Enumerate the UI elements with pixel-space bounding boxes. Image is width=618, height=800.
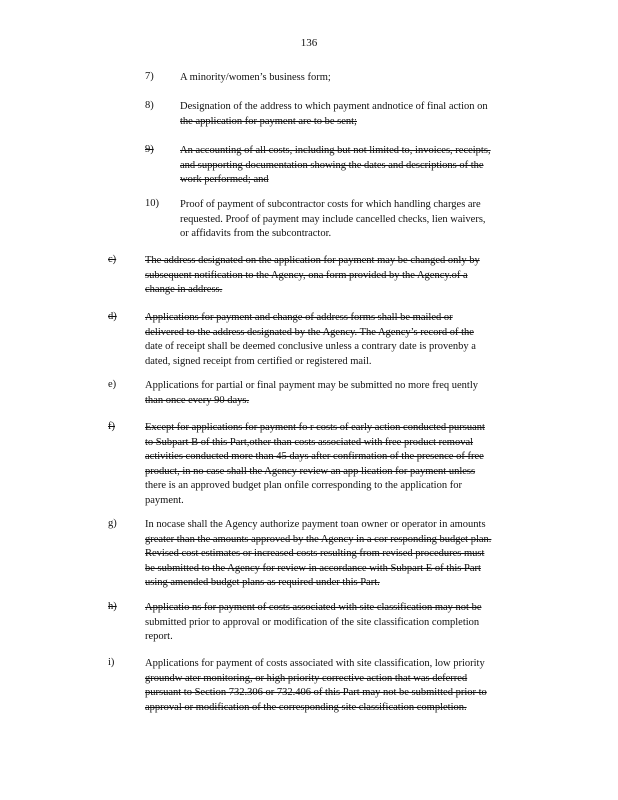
text-line: activities conducted more than 45 days after confirmation of the presence of free (145, 451, 484, 463)
item-text (180, 71, 535, 86)
item-text (180, 144, 535, 188)
text-line: Applications for partial or final payment may be submitted no more freq uently (145, 380, 478, 391)
item-label: 7) (145, 71, 154, 82)
text-line: there is an approved budget plan onfile corresponding to the application for (145, 480, 462, 492)
text-line: The address designated on the application for payment may be changed only by (145, 255, 480, 266)
item-label: c) (108, 254, 117, 265)
text-line: approval or modification of the corresponding site classification completion. (145, 701, 467, 713)
item-label: 9) (145, 144, 154, 155)
text-line: Applicatio ns for payment of costs associated with site classification may not be (145, 602, 482, 613)
text-line: report. (145, 631, 173, 643)
text-line: An accounting of all costs, including but not limited to, invoices, receipts, (180, 145, 491, 156)
item-text (180, 100, 535, 129)
text-line: date of receipt shall be deemed conclusive unless a contrary date is provenby a (145, 341, 476, 353)
text-line: In nocase shall the Agency authorize payment toan owner or operator in amounts (145, 519, 486, 530)
text-line: Revised cost estimates or increased costs resulting from revised procedures must (145, 548, 485, 560)
text-line: dated, signed receipt from certified or registered mail. (145, 355, 372, 367)
text-line: using amended budget plans as required under this Part. (145, 577, 380, 589)
item-label: 8) (145, 100, 154, 111)
item-text (145, 518, 535, 591)
text-line: than once every 90 days. (145, 394, 250, 406)
text-line: Designation of the address to which payment andnotice of final action on (180, 101, 488, 112)
item-label: e) (108, 379, 117, 390)
item-label: f) (108, 421, 115, 432)
text-line: change in address. (145, 284, 223, 296)
item-text (145, 601, 535, 645)
item-text (145, 254, 535, 298)
text-line: subsequent notification to the Agency, ona form provided by the Agency.of a (145, 269, 468, 281)
page-number: 136 (300, 37, 318, 49)
item-text (145, 311, 535, 369)
text-line: Proof of payment of subcontractor costs for which handling charges are (180, 199, 481, 210)
item-label: h) (108, 601, 117, 612)
item-label: d) (108, 311, 117, 322)
text-line: Applications for payment of costs associated with site classification, low priority (145, 658, 485, 669)
item-label: g) (108, 518, 117, 529)
text-line: payment. (145, 494, 184, 506)
item-text (145, 421, 535, 509)
text-line: requested. Proof of payment may include cancelled checks, lien waivers, (180, 213, 486, 225)
text-line: submitted prior to approval or modification of the site classification completion (145, 616, 480, 628)
item-text (180, 198, 535, 242)
text-line: and supporting documentation showing the dates and descriptions of the (180, 159, 484, 171)
text-line: the application for payment are to be sent; (180, 115, 357, 127)
text-line: or affidavits from the subcontractor. (180, 228, 332, 240)
text-line: Applications for payment and change of address forms shall be mailed or (145, 312, 453, 323)
text-line: be submitted to the Agency for review in accordance with Subpart E of this Part (145, 562, 481, 574)
text-line: greater than the amounts approved by the Agency in a cor responding budget plan. (145, 533, 492, 545)
item-text (145, 379, 535, 408)
item-label: 10) (145, 198, 159, 209)
text-line: to Subpart B of this Part,other than costs associated with free product removal (145, 436, 474, 448)
text-line: work performed; and (180, 174, 269, 186)
item-label: i) (108, 657, 115, 668)
text-line: A minority/women’s business form; (180, 72, 331, 83)
text-line: pursuant to Section 732.306 or 732.406 of this Part may not be submitted prior to (145, 687, 487, 699)
text-line: product, in no case shall the Agency review an app lication for payment unless (145, 465, 476, 477)
text-line: groundw ater monitoring, or high priority corrective action that was deferred (145, 672, 468, 684)
item-text (145, 657, 535, 715)
text-line: delivered to the address designated by the Agency. The Agency’s record of the (145, 326, 474, 338)
text-line: Except for applications for payment fo r costs of early action conducted pursuant (145, 422, 485, 433)
